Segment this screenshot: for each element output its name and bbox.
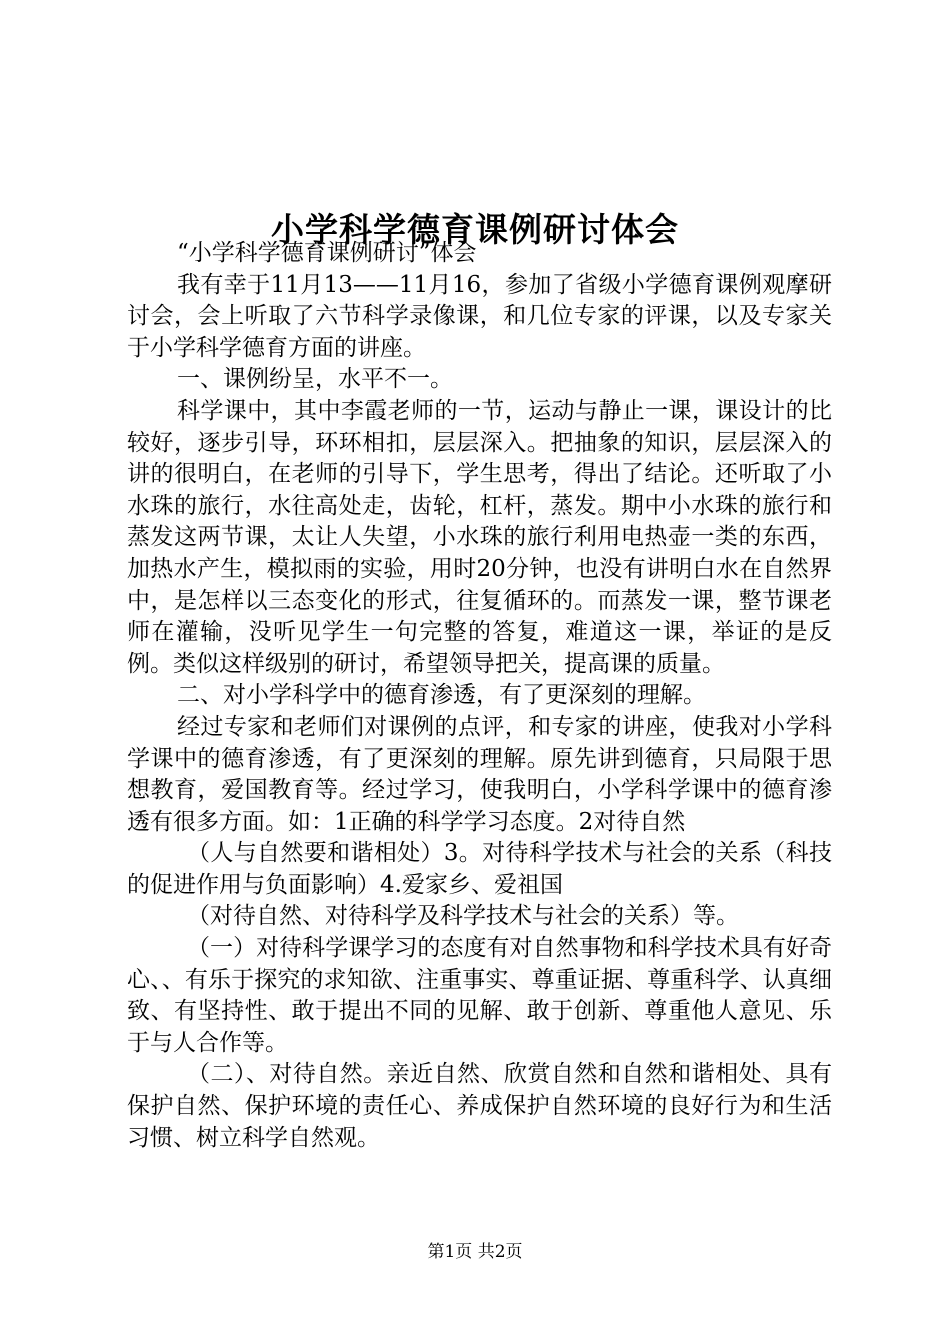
page-number-footer: 第1页 共2页 bbox=[427, 1242, 523, 1262]
document-title: 小学科学德育课例研讨体会 bbox=[271, 210, 679, 250]
section-2-summary-paragraph: （对待自然、对待科学及科学技术与社会的关系）等。 bbox=[187, 903, 739, 930]
subsection-2-paragraph: （二）、对待自然。亲近自然、欣赏自然和自然和谐相处、具有保护自然、保护环境的责任心、养成保护自然环境的良好行为和生活习惯、树立科学自然观。 bbox=[127, 1061, 832, 1151]
section-2-continued-paragraph: （人与自然要和谐相处）3。对待科学技术与社会的关系（科技的促进作用与负面影响）4.爱家乡、爱祖国 bbox=[127, 840, 832, 898]
document-body bbox=[127, 238, 832, 1154]
intro-paragraph: 我有幸于11月13——11月16，参加了省级小学德育课例观摩研讨会，会上听取了六节科学录像课，和几位专家的评课，以及专家关于小学科学德育方面的讲座。 bbox=[127, 271, 832, 361]
section-heading-1: 一、课例纷呈，水平不一。 bbox=[177, 366, 453, 393]
section-heading-2: 二、对小学科学中的德育渗透，有了更深刻的理解。 bbox=[177, 682, 706, 709]
subtitle-paragraph: “小学科学德育课例研讨”体会 bbox=[177, 240, 477, 266]
section-2-paragraph: 经过专家和老师们对课例的点评，和专家的讲座，使我对小学科学课中的德育渗透，有了更深刻的理解。原先讲到德育，只局限于思想教育，爱国教育等。经过学习，使我明白，小学科学课中的德育渗透有很多方面。如：1正确的科学学习态度。2对待自然 bbox=[127, 713, 832, 835]
subsection-1-paragraph: （一）对待科学课学习的态度有对自然事物和科学技术具有好奇心、、有乐于探究的求知欲、注重事实、尊重证据、尊重科学、认真细致、有坚持性、敢于提出不同的见解、敢于创新、尊重他人意见、乐于与人合作等。 bbox=[127, 935, 832, 1056]
section-1-paragraph: 科学课中，其中李霞老师的一节，运动与静止一课，课设计的比较好，逐步引导，环环相扣，层层深入。把抽象的知识，层层深入的讲的很明白，在老师的引导下，学生思考，得出了结论。还听取了小水珠的旅行，水往高处走，齿轮，杠杆，蒸发。期中小水珠的旅行和蒸发这两节课，太让人失望，小水珠的旅行利用电热壶一类的东西，加热水产生，模拟雨的实验，用时20分钟，也没有讲明白水在自然界中，是怎样以三态变化的形式，往复循环的。而蒸发一课，整节课老师在灌输，没听见学生一句完整的答复，难道这一课，举证的是反例。类似这样级别的研讨，希望领导把关，提高课的质量。 bbox=[127, 397, 832, 677]
